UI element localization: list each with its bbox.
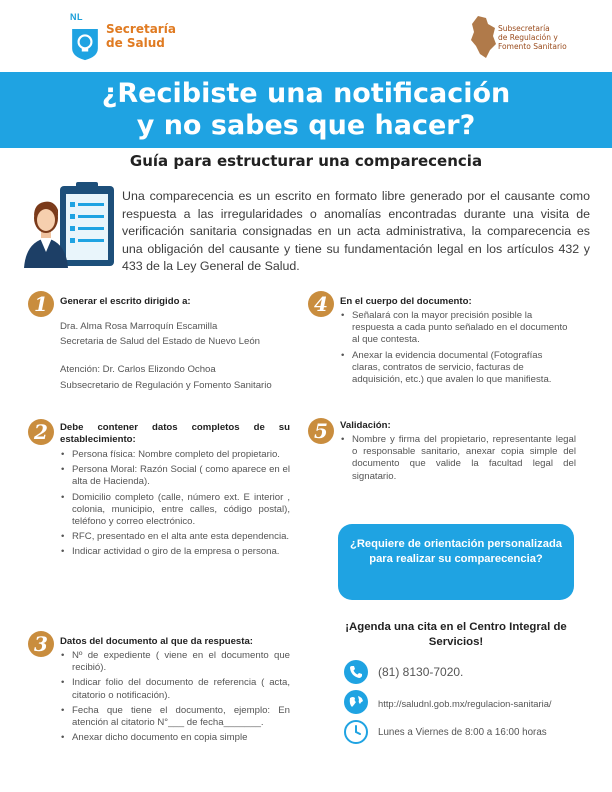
list-item: • Domicilio completo (calle, número ext. E interior , colonia, municipio, entre calles, código postal), teléfono y correo electrónico. <box>60 492 290 529</box>
title-banner <box>0 72 612 148</box>
addressee-name: Dra. Alma Rosa Marroquín Escamilla <box>60 321 218 332</box>
banner-title <box>0 78 612 142</box>
section-5-list <box>340 434 576 483</box>
subsecretaria-line3: Fomento Sanitario <box>498 42 567 51</box>
section-2-list <box>60 449 290 559</box>
step-4-badge: 4 <box>308 291 334 317</box>
step-5-badge: 5 <box>308 418 334 444</box>
section-4 <box>340 296 572 389</box>
phone-icon <box>344 660 368 684</box>
list-item: • Anexar la evidencia documental (Fotografías claras, contratos de servicio, facturas de adquisición, etc.) que avalen lo que manifiesta. <box>340 350 572 387</box>
orientation-callout: ¿Requiere de orientación personalizada para realizar su comparecencia? <box>338 524 574 600</box>
secretaria-salud-logo <box>70 14 180 60</box>
attention-name: Atención: Dr. Carlos Elizondo Ochoa <box>60 364 216 376</box>
step-2-badge: 2 <box>28 419 54 445</box>
subsecretaria-line1: Subsecretaría <box>498 24 550 33</box>
subsecretaria-name <box>498 24 567 51</box>
contact-phone: (81) 8130-7020. <box>378 665 464 679</box>
shield-icon <box>70 24 100 64</box>
globe-icon <box>344 690 368 714</box>
contact-hours: Lunes a Viernes de 8:00 a 16:00 horas <box>378 727 547 738</box>
addressee-title: Secretaria de Salud del Estado de Nuevo León <box>60 336 261 348</box>
page-subtitle: Guía para estructurar una comparecencia <box>129 152 483 170</box>
step-3-badge: 3 <box>28 631 54 657</box>
section-2 <box>60 422 290 562</box>
section-3 <box>60 636 290 747</box>
section-3-title: Datos del documento al que da respuesta: <box>60 636 253 647</box>
attention-title: Subsecretario de Regulación y Fomento Sanitario <box>60 379 272 391</box>
section-2-title: Debe contener datos completos de su establecimiento: <box>60 422 290 445</box>
person-clipboard-illustration <box>20 180 120 270</box>
list-item: • Persona física: Nombre completo del propietario. <box>60 449 290 461</box>
list-item: • Indicar actividad o giro de la empresa o persona. <box>60 546 290 558</box>
contact-url[interactable]: http://saludnl.gob.mx/regulacion-sanitaria/ <box>378 698 552 709</box>
secretaria-name <box>106 22 176 50</box>
section-3-list <box>60 650 290 744</box>
state-map-icon <box>468 14 498 60</box>
list-item: • Nº de expediente ( viene en el documento que recibió). <box>60 650 290 674</box>
subsecretaria-line2: de Regulación y <box>498 33 558 42</box>
section-4-title: En el cuerpo del documento: <box>340 296 472 307</box>
section-1-title: Generar el escrito dirigido a: <box>60 296 191 307</box>
section-1-body <box>60 321 296 392</box>
list-item: • Anexar dicho documento en copia simple <box>60 732 290 744</box>
list-item: • Persona Moral: Razón Social ( como aparece en el alta de Hacienda). <box>60 464 290 488</box>
section-5 <box>340 420 576 486</box>
banner-title-line1: ¿Recibiste una notificación <box>101 78 511 109</box>
section-1 <box>60 296 296 392</box>
list-item: • RFC, presentado en el alta ante esta dependencia. <box>60 531 290 543</box>
intro-paragraph: Una comparecencia es un escrito en formato libre generado por el causante como respuesta a las irregularidades o anomalías encontradas durante una visita de verificación sanitaria consignadas en un acta administrativa, la comparecencia es una obligación del causante y tiene su fundamentación legal en los artículos 432 y 433 de la Ley General de Salud. <box>122 189 590 273</box>
banner-title-line2: y no sabes que hacer? <box>136 110 476 141</box>
section-4-list <box>340 310 572 386</box>
clock-icon <box>344 720 368 744</box>
list-item: • Indicar folio del documento de referencia ( acta, citatorio o notificación). <box>60 677 290 701</box>
list-item: • Señalará con la mayor precisión posible la respuesta a cada punto señalado en el documento al que contesta. <box>340 310 572 347</box>
secretaria-name-line1: Secretaría <box>106 22 176 36</box>
nl-badge-label: NL <box>70 12 83 22</box>
secretaria-name-line2: de Salud <box>106 36 165 50</box>
agenda-heading: ¡Agenda una cita en el Centro Integral de Servicios! <box>345 621 567 648</box>
subsecretaria-logo <box>468 14 598 64</box>
section-5-title: Validación: <box>340 420 391 431</box>
step-1-badge: 1 <box>28 291 54 317</box>
list-item: • Fecha que tiene el documento, ejemplo: En atención al citatorio N°___ de fecha_______. <box>60 705 290 729</box>
list-item: • Nombre y firma del propietario, representante legal o responsable sanitario, anexar copia simple del documento que valide la facultad legal del signatario. <box>340 434 576 483</box>
